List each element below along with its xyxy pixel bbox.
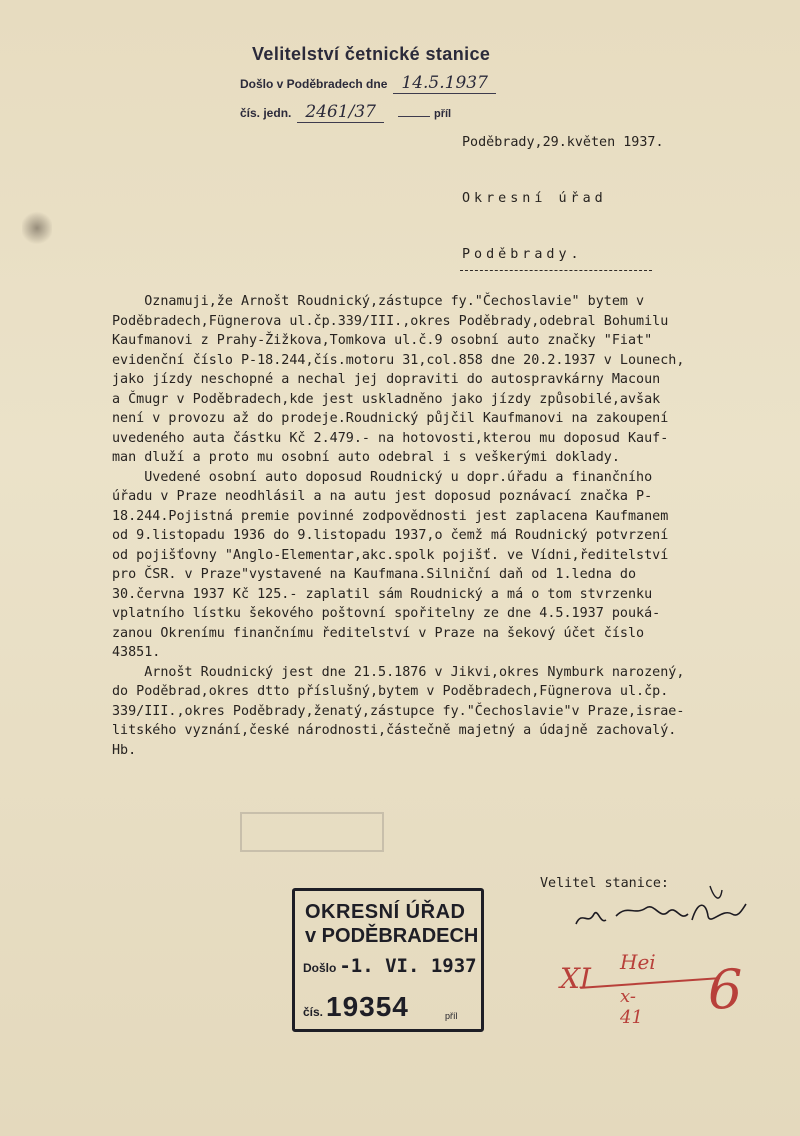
handwritten-signature xyxy=(572,880,752,940)
stamp-received-date: -1. VI. 1937 xyxy=(339,955,477,977)
body-line: Oznamuji,že Arnošt Roudnický,zástupce fy."Čechoslavie" bytem v xyxy=(112,294,645,309)
letterhead-received-prefix: Došlo v Poděbradech dne xyxy=(240,77,388,91)
stamp-office-line1: OKRESNÍ ÚŘAD xyxy=(305,901,466,923)
signature-label: Velitel stanice: xyxy=(540,876,669,891)
body-line: pro ČSR. v Praze"vystavené na Kaufmana.Silniční daň od 1.ledna do xyxy=(112,567,637,582)
body-line: Arnošt Roudnický jest dne 21.5.1876 v Jikvi,okres Nymburk narozený, xyxy=(112,664,685,680)
body-line: od pojišťovny "Anglo-Elementar,akc.spolk pojišť. ve Vídni,ředitelství xyxy=(112,547,669,563)
body-line: Poděbradech,Fügnerova ul.čp.339/III.,okres Poděbrady,odebral Bohumilu xyxy=(112,313,669,329)
body-line: uvedeného auta částku Kč 2.479.- na hotovosti,kterou mu doposud Kauf- xyxy=(112,430,669,446)
body-line: 18.244.Pojistná premie povinné zodpovědnosti jest zaplacena Kaufmanem xyxy=(112,508,669,524)
letterhead-received-row xyxy=(240,73,570,94)
body-line: Kaufmanovi z Prahy-Žižkova,Tomkova ul.č.9 osobní auto značky "Fiat" xyxy=(112,333,653,348)
letterhead-received-date: 14.5.1937 xyxy=(393,73,496,94)
recipient-line-1: Okresní úřad xyxy=(462,191,607,206)
body-line: od 9.listopadu 1936 do 9.listopadu 1937,o čemž má Roudnický potvrzení xyxy=(112,528,669,543)
red-annotation-bottom: x-41 xyxy=(620,986,643,1028)
letterhead-stamp xyxy=(240,44,570,123)
body-line: 339/III.,okres Poděbrady,ženatý,zástupce fy."Čechoslavie"v Praze,israe- xyxy=(112,703,685,719)
body-line: není v provozu až do prodeje.Roudnický půjčil Kaufmanovi na zakoupení xyxy=(112,411,669,426)
stamp-suffix: příl xyxy=(445,1011,458,1021)
body-line: vplatního lístku šekového poštovní spořitelny ze dne 4.5.1937 pouká- xyxy=(112,606,661,621)
body-line: úřadu v Praze neodhlásil a na autu jest doposud poznávací značka P- xyxy=(112,489,653,504)
stamp-received-label: Došlo xyxy=(303,961,337,975)
letterhead-suffix: příl xyxy=(433,108,452,120)
letterhead-title: Velitelství četnické stanice xyxy=(252,44,491,64)
body-line: litského vyznání,české národnosti,částečně majetný a údajně zachovalý. xyxy=(112,723,677,738)
body-line: zanou Okrenímu finančnímu ředitelství v Praze na šekový účet číslo xyxy=(112,625,645,641)
stamp-received-row xyxy=(303,955,477,977)
body-line: man dluží a proto mu osobní auto odebral i s veškerými doklady. xyxy=(112,450,620,465)
letter-body xyxy=(112,292,800,760)
body-line: 30.června 1937 Kč 125.- zaplatil sám Roudnický a má o tom stvrzenku xyxy=(112,586,653,602)
registry-stamp xyxy=(292,888,484,1032)
red-annotation-top: Hei xyxy=(620,950,656,974)
body-line: a Čmugr v Poděbradech,kde jest uskladněno jako jízdy způsobilé,avšak xyxy=(112,391,661,407)
stamp-office-line2: v PODĚBRADECH xyxy=(305,925,479,947)
red-annotation-rule xyxy=(580,977,720,989)
faded-stamp-imprint xyxy=(240,812,384,852)
letterhead-number-prefix: čís. jedn. xyxy=(240,106,292,120)
stamp-number-row xyxy=(303,991,409,1023)
body-line: do Poděbrad,okres dtto příslušný,bytem v Poděbradech,Fügnerova ul.čp. xyxy=(112,684,669,699)
letterhead-blank xyxy=(398,116,430,117)
body-line: evidenční číslo P-18.244,čís.motoru 31,col.858 dne 20.2.1937 v Lounech, xyxy=(112,352,685,368)
recipient-underline xyxy=(460,270,652,271)
body-line: 43851. xyxy=(112,645,161,660)
body-line: Uvedené osobní auto doposud Roudnický u dopr.úřadu a finančního xyxy=(112,469,653,485)
recipient-line-2: Poděbrady. xyxy=(462,247,583,262)
stamp-number-value: 19354 xyxy=(326,991,409,1022)
red-annotation-big: 6 xyxy=(708,958,743,1021)
stamp-number-label: čís. xyxy=(303,1005,324,1019)
date-line: Poděbrady,29.květen 1937. xyxy=(462,135,664,150)
ink-stain xyxy=(22,210,52,246)
letterhead-number-row xyxy=(240,102,570,123)
body-line: Hb. xyxy=(112,742,137,758)
letterhead-number-value: 2461/37 xyxy=(297,102,384,123)
red-annotation-roman: XI xyxy=(560,962,591,995)
body-line: jako jízdy neschopné a nechal jej dopraviti do autospravkárny Macoun xyxy=(112,372,661,387)
